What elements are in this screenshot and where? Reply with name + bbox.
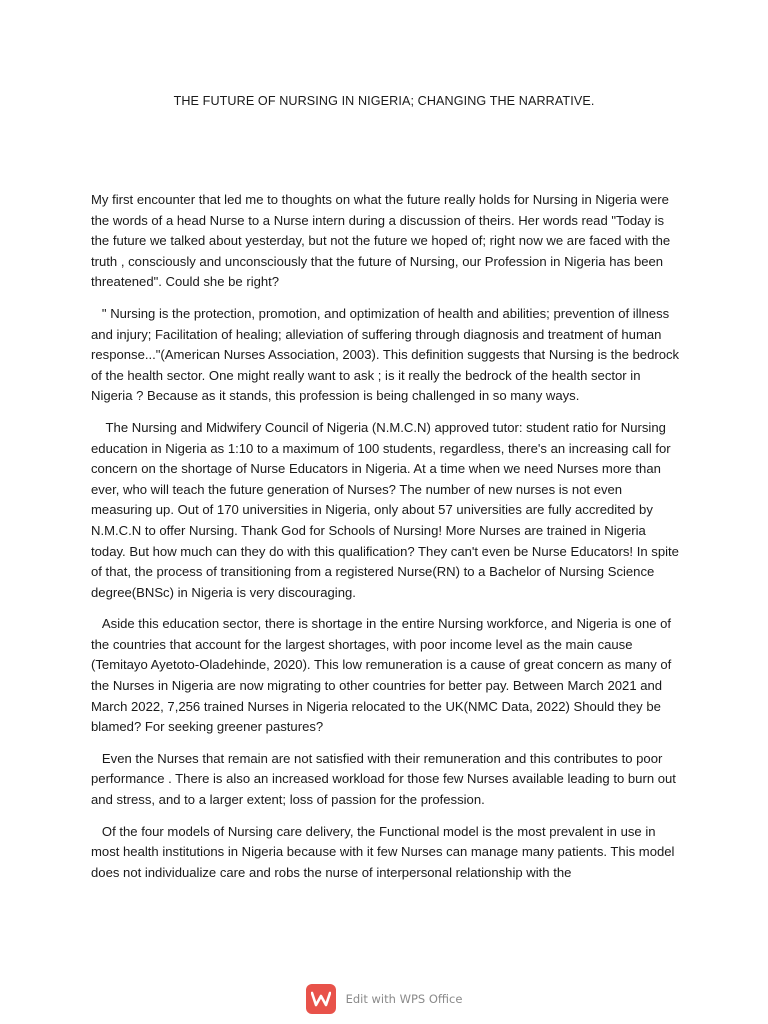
paragraph-3: The Nursing and Midwifery Council of Nigeria (N.M.C.N) approved tutor: student ratio for Nursing education in Nigeria as 1:10 to a maximum of 100 students, regardless, there's an increasing call for concern on the shortage of Nurse Educators in Nigeria. At a time when we need Nurses more than ever, who will teach the future generation of Nurses? The number of new nurses is not even measuring up. Out of 170 universities in Nigeria, only about 57 universities are fully accredited by N.M.C.N to offer Nursing. Thank God for Schools of Nursing! More Nurses are trained in Nigeria today. But how much can they do with this qualification? They can't even be Nurse Educators! In spite of that, the process of transitioning from a registered Nurse(RN) to a Bachelor of Nursing Science degree(BNSc) in Nigeria is very discouraging. <box>91 419 679 600</box>
edit-with-wps-link[interactable] <box>306 984 463 1014</box>
edit-with-wps-text: Edit with WPS Office <box>345 992 463 1006</box>
paragraph-2: " Nursing is the protection, promotion, and optimization of health and abilities; prevention of illness and injury; Facilitation of healing; alleviation of suffering through diagnosis and treatment of human response..."(American Nurses Association, 2003). This definition suggests that Nursing is the bedrock of the health sector. One might really want to ask ; is it really the bedrock of the health sector in Nigeria ? Because as it stands, this profession is being challenged in so many ways. <box>91 305 680 404</box>
footer <box>0 984 768 1014</box>
document-body <box>91 190 681 894</box>
paragraph-6: Of the four models of Nursing care delivery, the Functional model is the most prevalent in use in most health institutions in Nigeria because with it few Nurses can manage many patients. This model does not individualize care and robs the nurse of interpersonal relationship with the <box>91 823 675 880</box>
wps-office-logo-icon <box>306 984 336 1014</box>
paragraph-1: My first encounter that led me to thoughts on what the future really holds for Nursing in Nigeria were the words of a head Nurse to a Nurse intern during a discussion of theirs. Her words read "Today is the future we talked about yesterday, but not the future we hoped of; right now we are faced with the truth , consciously and unconsciously that the future of Nursing, our Profession in Nigeria has been threatened". Could she be right? <box>91 192 671 290</box>
paragraph-4: Aside this education sector, there is shortage in the entire Nursing workforce, and Nigeria is one of the countries that account for the largest shortages, with poor income level as the main cause (Temitayo Ayetoto-Oladehinde, 2020). This low remuneration is a cause of great concern as many of the Nurses in Nigeria are now migrating to other countries for better pay. Between March 2021 and March 2022, 7,256 trained Nurses in Nigeria relocated to the UK(NMC Data, 2022) Should they be blamed? For seeking greener pastures? <box>91 616 672 735</box>
paragraph-5: Even the Nurses that remain are not satisfied with their remuneration and this contributes to poor performance . There is also an increased workload for those few Nurses available leading to burn out and stress, and to a larger extent; loss of passion for the profession. <box>91 750 676 808</box>
document-title: THE FUTURE OF NURSING IN NIGERIA; CHANGING THE NARRATIVE. <box>173 94 595 108</box>
